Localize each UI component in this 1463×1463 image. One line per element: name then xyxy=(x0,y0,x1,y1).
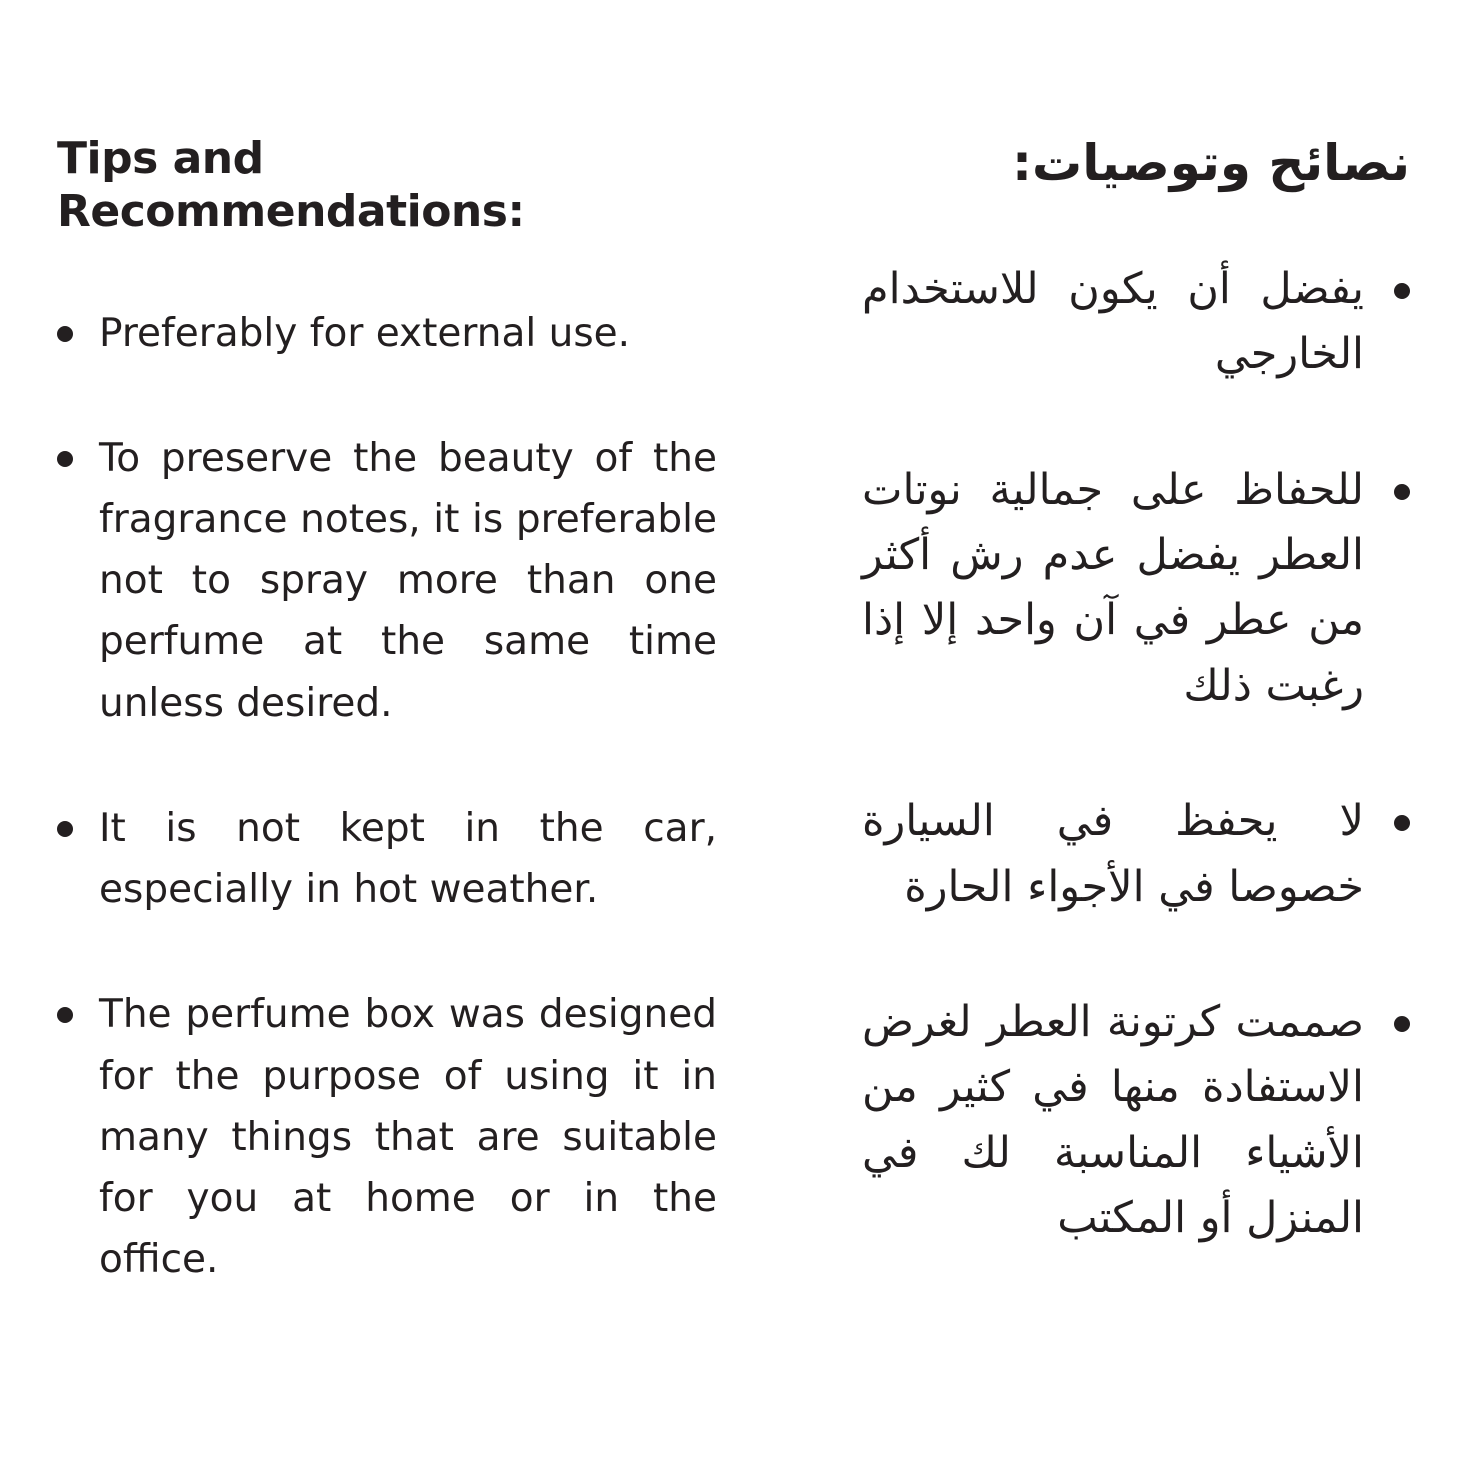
bullet-icon xyxy=(1394,1016,1410,1032)
bullet-text: To preserve the beauty of the fragrance notes, it is preferable not to spray more than one perfume at the same time unless desired. xyxy=(99,435,717,726)
list-item xyxy=(862,257,1410,388)
bullet-icon xyxy=(1394,484,1410,500)
list-item xyxy=(57,428,717,734)
bullet-text: The perfume box was designed for the purpose of using it in many things that are suitable for you at home or in the office. xyxy=(99,992,717,1283)
arabic-bullet-list xyxy=(862,257,1410,1251)
english-heading: Tips and Recommendations: xyxy=(57,133,525,237)
bullet-icon xyxy=(57,1007,73,1023)
bullet-text: It is not kept in the car, especially in hot weather. xyxy=(99,805,717,913)
bullet-text: Preferably for external use. xyxy=(99,310,631,356)
bullet-text: لا يحفظ في السيارة خصوصا في الأجواء الحارة xyxy=(862,796,1364,912)
bullet-icon xyxy=(57,451,73,467)
list-item xyxy=(57,303,717,364)
bullet-icon xyxy=(57,326,73,342)
list-item xyxy=(862,458,1410,719)
list-item xyxy=(57,984,717,1290)
english-bullet-list xyxy=(57,303,717,1291)
bullet-text: يفضل أن يكون للاستخدام الخارجي xyxy=(862,264,1364,380)
list-item xyxy=(862,990,1410,1251)
bullet-text: للحفاظ على جمالية نوتات العطر يفضل عدم رش أكثر من عطر في آن واحد إلا إذا رغبت ذلك xyxy=(862,464,1364,711)
english-section xyxy=(57,133,717,1423)
bullet-icon xyxy=(57,821,73,837)
list-item xyxy=(862,789,1410,920)
arabic-section xyxy=(862,133,1410,1423)
list-item xyxy=(57,798,717,920)
bullet-text: صممت كرتونة العطر لغرض الاستفادة منها في كثير من الأشياء المناسبة لك في المنزل أو المكتب xyxy=(862,996,1364,1243)
bullet-icon xyxy=(1394,283,1410,299)
arabic-heading: نصائح وتوصيات: xyxy=(1012,134,1410,192)
bullet-icon xyxy=(1394,815,1410,831)
